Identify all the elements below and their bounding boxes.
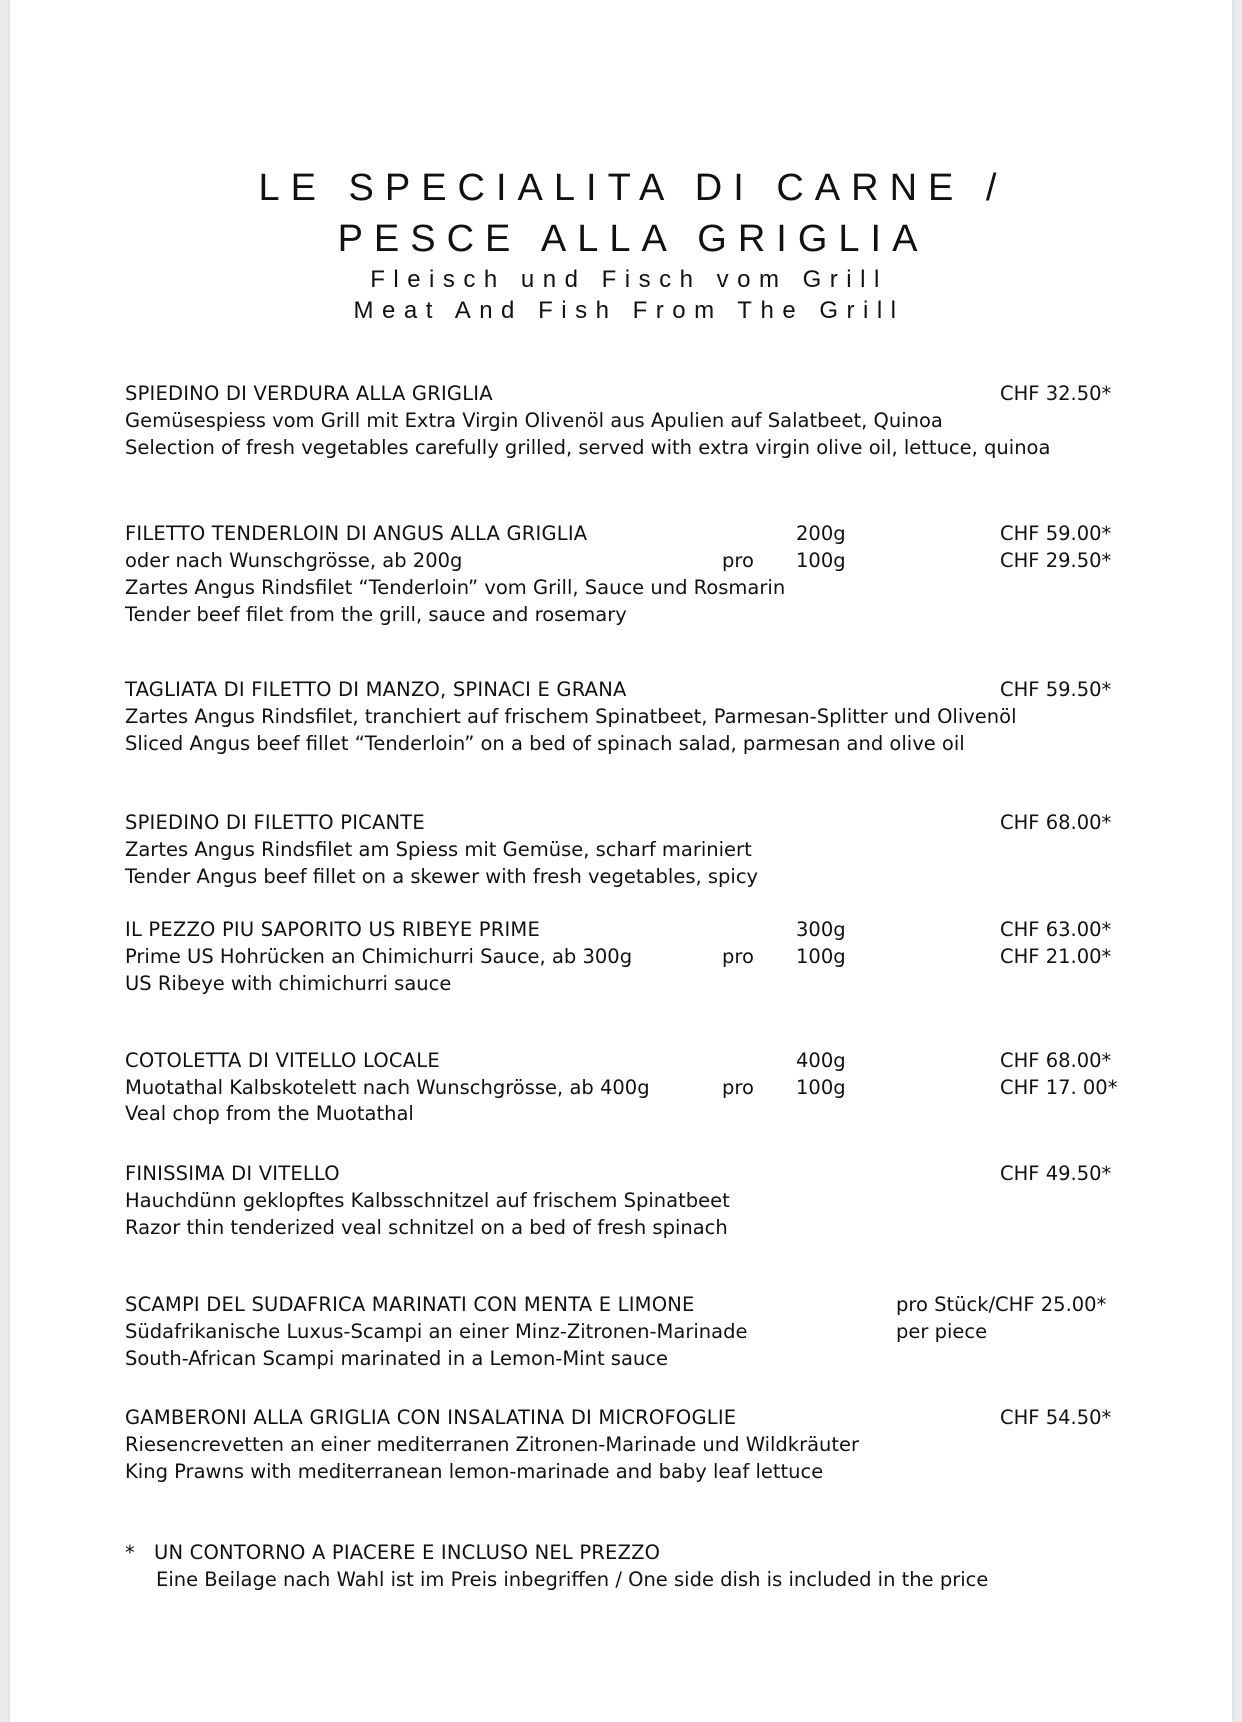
dish-description-german: Zartes Angus Rindsfilet am Spiess mit Gemüse, scharf mariniert: [125, 838, 752, 861]
footnote-german-english: Eine Beilage nach Wahl ist im Preis inbegriffen / One side dish is included in the price: [156, 1568, 989, 1591]
dish-name: FINISSIMA DI VITELLO: [125, 1162, 340, 1185]
menu-subtitle-german: Fleisch und Fisch vom Grill: [370, 266, 888, 293]
dish-subline: Prime US Hohrücken an Chimichurri Sauce, ab 300g: [125, 945, 633, 968]
dish-subline: Muotathal Kalbskotelett nach Wunschgrösse, ab 400g: [125, 1076, 650, 1099]
dish-description-english: Selection of fresh vegetables carefully grilled, served with extra virgin olive oil, lettuce, quinoa: [125, 436, 1051, 459]
dish-description-english: Razor thin tenderized veal schnitzel on a bed of fresh spinach: [125, 1216, 728, 1239]
dish-price: CHF 63.00*: [1000, 918, 1112, 941]
dish-price: CHF 59.50*: [1000, 678, 1112, 701]
dish-per-label: pro: [722, 1076, 754, 1099]
dish-description-german: Hauchdünn geklopftes Kalbsschnitzel auf frischem Spinatbeet: [125, 1189, 730, 1212]
dish-description-english: Sliced Angus beef fillet “Tenderloin” on a bed of spinach salad, parmesan and olive oil: [125, 732, 965, 755]
dish-weight-unit: 100g: [796, 549, 846, 572]
dish-description-german: Südafrikanische Luxus-Scampi an einer Minz-Zitronen-Marinade: [125, 1320, 748, 1343]
dish-description-german: Gemüsespiess vom Grill mit Extra Virgin Olivenöl aus Apulien auf Salatbeet, Quinoa: [125, 409, 943, 432]
dish-description-english: South-African Scampi marinated in a Lemon-Mint sauce: [125, 1347, 668, 1370]
dish-description-german: Riesencrevetten an einer mediterranen Zitronen-Marinade und Wildkräuter: [125, 1433, 860, 1456]
dish-weight-portion: 200g: [796, 522, 846, 545]
dish-per-label: pro: [722, 945, 754, 968]
footnote-asterisk: *: [125, 1541, 135, 1564]
dish-description-german: Zartes Angus Rindsfilet, tranchiert auf frischem Spinatbeet, Parmesan-Splitter und Olivenöl: [125, 705, 1017, 728]
dish-subline: oder nach Wunschgrösse, ab 200g: [125, 549, 463, 572]
dish-description-german: Zartes Angus Rindsfilet “Tenderloin” vom Grill, Sauce und Rosmarin: [125, 576, 786, 599]
dish-name: SCAMPI DEL SUDAFRICA MARINATI CON MENTA E LIMONE: [125, 1293, 695, 1316]
dish-price: CHF 68.00*: [1000, 811, 1112, 834]
dish-weight-unit: 100g: [796, 945, 846, 968]
menu-title-line-2: PESCE ALLA GRIGLIA: [337, 218, 929, 260]
menu-title-line-1: LE SPECIALITA DI CARNE /: [258, 167, 1008, 209]
dish-description-english: King Prawns with mediterranean lemon-marinade and baby leaf lettuce: [125, 1460, 824, 1483]
dish-name: COTOLETTA DI VITELLO LOCALE: [125, 1049, 440, 1072]
dish-per-label: pro: [722, 549, 754, 572]
dish-description-english: Tender Angus beef fillet on a skewer with fresh vegetables, spicy: [125, 865, 759, 888]
dish-price: CHF 68.00*: [1000, 1049, 1112, 1072]
dish-name: TAGLIATA DI FILETTO DI MANZO, SPINACI E GRANA: [125, 678, 627, 701]
dish-description-english: Veal chop from the Muotathal: [125, 1102, 414, 1125]
dish-price-per-unit: CHF 21.00*: [1000, 945, 1112, 968]
dish-name: FILETTO TENDERLOIN DI ANGUS ALLA GRIGLIA: [125, 522, 588, 545]
dish-name: GAMBERONI ALLA GRIGLIA CON INSALATINA DI MICROFOGLIE: [125, 1406, 737, 1429]
dish-weight-portion: 300g: [796, 918, 846, 941]
dish-weight-portion: 400g: [796, 1049, 846, 1072]
dish-weight-unit: 100g: [796, 1076, 846, 1099]
dish-price: CHF 59.00*: [1000, 522, 1112, 545]
dish-price: pro Stück/CHF 25.00*: [896, 1293, 1107, 1316]
dish-name: IL PEZZO PIU SAPORITO US RIBEYE PRIME: [125, 918, 540, 941]
dish-description-english: Tender beef filet from the grill, sauce and rosemary: [125, 603, 627, 626]
dish-price: CHF 32.50*: [1000, 382, 1112, 405]
dish-price: CHF 49.50*: [1000, 1162, 1112, 1185]
dish-price-per-unit: CHF 29.50*: [1000, 549, 1112, 572]
dish-price-unit-note: per piece: [896, 1320, 988, 1343]
dish-price-per-unit: CHF 17. 00*: [1000, 1076, 1118, 1099]
menu-subtitle-english: Meat And Fish From The Grill: [353, 297, 905, 324]
dish-price: CHF 54.50*: [1000, 1406, 1112, 1429]
footnote-italian: UN CONTORNO A PIACERE E INCLUSO NEL PREZZO: [154, 1541, 661, 1564]
dish-description-english: US Ribeye with chimichurri sauce: [125, 972, 452, 995]
dish-name: SPIEDINO DI FILETTO PICANTE: [125, 811, 425, 834]
dish-name: SPIEDINO DI VERDURA ALLA GRIGLIA: [125, 382, 493, 405]
